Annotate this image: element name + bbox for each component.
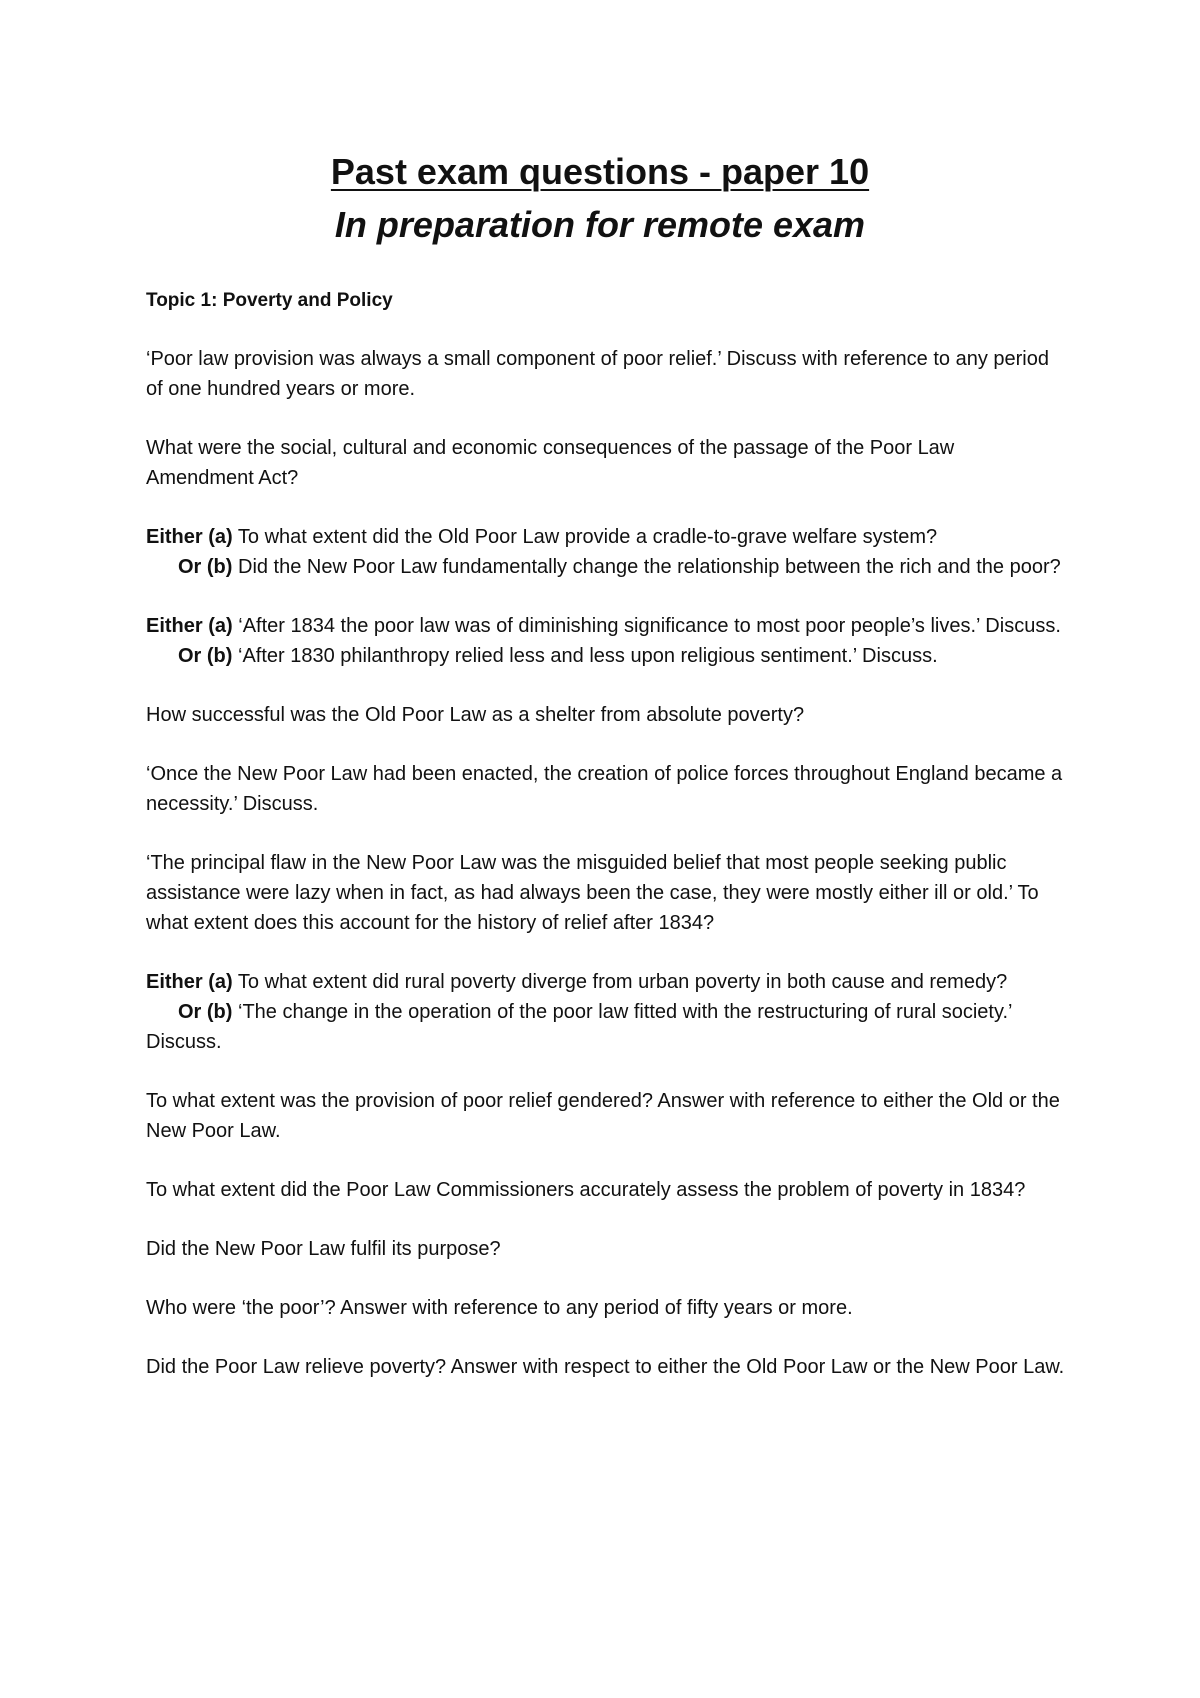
question-12 (146, 1293, 1066, 1323)
question-13 (146, 1352, 1066, 1382)
question-text: ‘Poor law provision was always a small component of poor relief.’ Discuss with reference to any period of one hundred years or more. (146, 348, 1049, 400)
title-block (0, 150, 1200, 246)
question-4 (146, 611, 1066, 671)
option-a-label: Either (a) (146, 615, 233, 637)
option-b-text: Did the New Poor Law fundamentally change the relationship between the rich and the poor? (232, 556, 1061, 578)
option-b (146, 997, 1066, 1057)
question-10 (146, 1175, 1066, 1205)
question-8 (146, 967, 1066, 1057)
question-text: Who were ‘the poor’? Answer with reference to any period of fifty years or more. (146, 1297, 853, 1319)
option-b-label: Or (b) (178, 1001, 233, 1023)
question-5 (146, 700, 1066, 730)
option-a-label: Either (a) (146, 526, 233, 548)
page-subtitle: In preparation for remote exam (334, 204, 866, 246)
option-b-text: ‘After 1830 philanthropy relied less and less upon religious sentiment.’ Discuss. (232, 645, 938, 667)
question-9 (146, 1086, 1066, 1146)
option-b (146, 641, 1066, 671)
page-title: Past exam questions - paper 10 (330, 151, 870, 192)
option-a (146, 967, 1066, 997)
option-a-text: To what extent did rural poverty diverge from urban poverty in both cause and remedy? (232, 971, 1008, 993)
question-text: How successful was the Old Poor Law as a shelter from absolute poverty? (146, 704, 805, 726)
option-a-text: To what extent did the Old Poor Law provide a cradle-to-grave welfare system? (232, 526, 938, 548)
option-b-label: Or (b) (178, 645, 233, 667)
question-text: Did the Poor Law relieve poverty? Answer with respect to either the Old Poor Law or the New Poor Law. (146, 1356, 1065, 1378)
question-6 (146, 759, 1066, 819)
option-b-label: Or (b) (178, 556, 233, 578)
question-text: What were the social, cultural and economic consequences of the passage of the Poor Law Amendment Act? (146, 437, 955, 489)
option-b (146, 552, 1066, 582)
question-text: ‘Once the New Poor Law had been enacted, the creation of police forces throughout England became a necessity.’ Discuss. (146, 763, 1063, 815)
document-body (146, 286, 1066, 1411)
option-a-label: Either (a) (146, 971, 233, 993)
question-11 (146, 1234, 1066, 1264)
question-text: Did the New Poor Law fulfil its purpose? (146, 1238, 501, 1260)
topic-heading: Topic 1: Poverty and Policy (146, 290, 393, 311)
question-text: To what extent was the provision of poor relief gendered? Answer with reference to either the Old or the New Poor Law. (146, 1090, 1060, 1142)
option-a (146, 522, 1066, 552)
question-2 (146, 433, 1066, 493)
question-7 (146, 848, 1066, 938)
question-3 (146, 522, 1066, 582)
question-text: ‘The principal flaw in the New Poor Law was the misguided belief that most people seeking public assistance were lazy when in fact, as had always been the case, they were mostly either ill or old.’ To what extent does this account for the history of relief after 1834? (146, 852, 1039, 934)
question-1 (146, 344, 1066, 404)
option-a (146, 611, 1066, 641)
question-text: To what extent did the Poor Law Commissioners accurately assess the problem of poverty in 1834? (146, 1179, 1026, 1201)
option-b-text: ‘The change in the operation of the poor law fitted with the restructuring of rural society.’ Discuss. (146, 1001, 1012, 1053)
option-a-text: ‘After 1834 the poor law was of diminishing significance to most poor people’s lives.’ Discuss. (232, 615, 1061, 637)
